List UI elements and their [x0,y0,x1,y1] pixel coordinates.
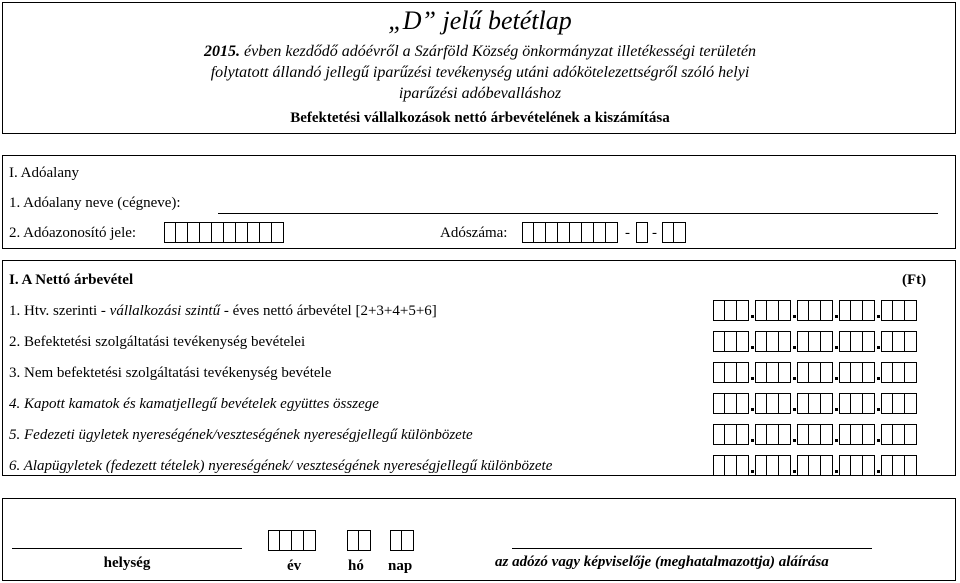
place-field[interactable] [12,547,242,549]
revenue-heading: I. A Nettó árbevétel [9,272,134,288]
tax-id-label: 2. Adóazonosító jele: [9,225,137,241]
header-line-1-text: évben kezdődő adóévről a Szárföld Község önkormányzat illetékességi területén [240,43,756,60]
header-line-3: iparűzési adóbevalláshoz [398,85,562,102]
thousands-separator [875,424,881,445]
thousands-separator [791,393,797,414]
thousands-separator [791,331,797,352]
row-label-text: 1. Htv. szerinti - [9,303,110,319]
header-year: 2015. [204,43,241,60]
thousands-separator [833,455,839,476]
revenue-row-label [9,427,473,444]
unit-label: (Ft) [902,272,927,288]
thousands-separator [791,300,797,321]
tax-id-field[interactable] [164,222,284,243]
amount-field[interactable] [713,362,917,383]
thousands-separator [875,455,881,476]
row-label-italic-text: 5. Fedezeti ügyletek nyereségének/veszteségének nyereségjellegű különbözete [9,427,473,443]
day-label: nap [388,558,413,574]
thousands-separator [791,455,797,476]
year-label: év [287,558,302,574]
thousands-separator [749,362,755,383]
place-label: helység [103,555,151,571]
thousands-separator [875,362,881,383]
tax-number-main-field[interactable] [522,222,618,243]
thousands-separator [833,331,839,352]
revenue-row-label [9,396,379,413]
thousands-separator [749,455,755,476]
thousands-separator [833,393,839,414]
revenue-row-label [9,458,552,475]
day-field[interactable] [390,530,414,551]
thousands-separator [749,424,755,445]
taxpayer-heading: I. Adóalany [9,165,79,181]
tax-number-label: Adószáma: [440,225,508,241]
amount-field[interactable] [713,393,917,414]
row-label-italic-text: 6. Alapügyletek (fedezett tételek) nyereségének/ veszteségének nyereségjellegű különbözete [9,458,553,474]
signature-field[interactable] [512,547,872,549]
revenue-row-label [9,334,305,351]
year-field[interactable] [268,530,316,551]
row-label-italic-text: 4. Kapott kamatok és kamatjellegű bevételek együttes összege [9,396,379,412]
amount-field[interactable] [713,331,917,352]
thousands-separator [749,393,755,414]
month-field[interactable] [347,530,371,551]
thousands-separator [875,300,881,321]
tax-number-county-field[interactable] [662,222,686,243]
thousands-separator [833,300,839,321]
thousands-separator [833,362,839,383]
header-subtitle: Befektetési vállalkozások nettó árbevételének a kiszámítása [290,110,670,126]
taxpayer-name-field[interactable] [218,212,938,214]
header-line-1 [0,41,960,62]
thousands-separator [833,424,839,445]
header-line-2: folytatott állandó jellegű iparűzési tevékenység utáni adókötelezettségről szóló helyi [210,64,750,81]
taxpayer-name-label: 1. Adóalany neve (cégneve): [9,195,181,211]
thousands-separator [875,331,881,352]
signature-label: az adózó vagy képviselője (meghatalmazottja) aláírása [495,554,829,570]
row-label-text: 3. Nem befektetési szolgáltatási tevékenység bevétele [9,365,332,381]
row-label-suffix-text: - éves nettó árbevétel [2+3+4+5+6] [220,303,437,319]
row-label-italic-text: vállalkozási szintű [109,303,221,319]
thousands-separator [875,393,881,414]
thousands-separator [749,331,755,352]
thousands-separator [791,424,797,445]
amount-field[interactable] [713,300,917,321]
row-label-text: 2. Befektetési szolgáltatási tevékenység bevételei [9,334,306,350]
amount-field[interactable] [713,424,917,445]
tax-number-dash-2: - [652,225,657,241]
tax-number-dash-1: - [625,225,630,241]
thousands-separator [749,300,755,321]
month-label: hó [348,558,364,574]
revenue-row-label [9,303,437,320]
amount-field[interactable] [713,455,917,476]
revenue-row-label [9,365,331,382]
page-title: „D” jelű betétlap [388,6,572,35]
tax-number-vat-field[interactable] [636,222,648,243]
thousands-separator [791,362,797,383]
